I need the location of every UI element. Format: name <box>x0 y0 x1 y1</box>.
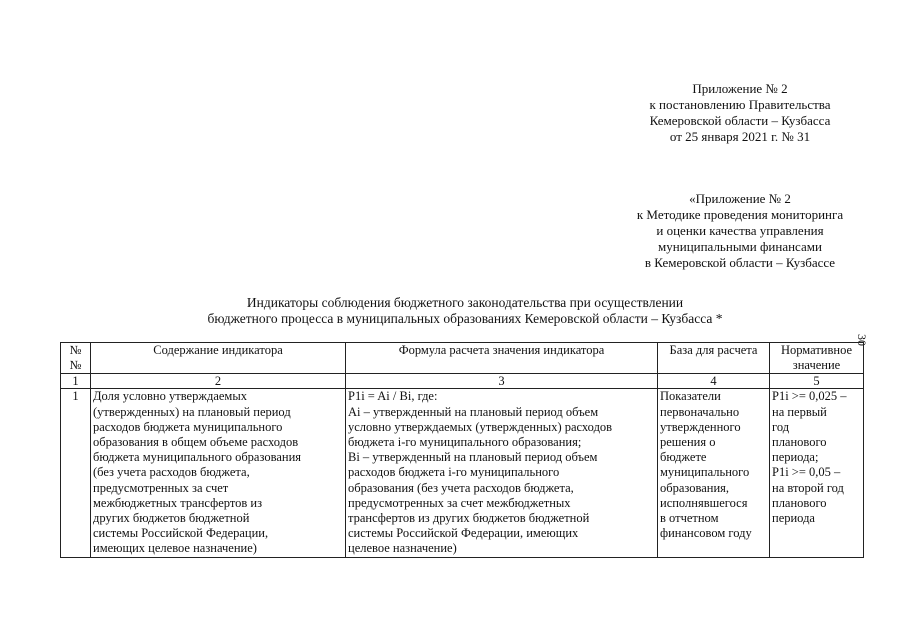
normative-line: на второй год <box>772 480 844 495</box>
header-content <box>91 343 346 374</box>
formula-line: Bi – утвержденный на плановый период объем <box>348 450 598 465</box>
formula-line: предусмотренных за счет межбюджетных <box>348 495 571 510</box>
formula-line: P1i = Ai / Bi, где: <box>348 389 438 404</box>
methodology-header <box>610 191 870 271</box>
calculation-base-cell <box>658 389 770 557</box>
methodology-header-line: и оценки качества управления <box>656 223 824 238</box>
methodology-header-line: муниципальными финансами <box>658 239 822 254</box>
indicator-content-cell <box>91 389 346 557</box>
content-line: имеющих целевое назначение) <box>93 541 257 556</box>
normative-line: планового <box>772 495 827 510</box>
base-line: утвержденного <box>660 419 741 434</box>
header-text: База для расчета <box>669 343 758 357</box>
content-line: бюджета муниципального образования <box>93 450 302 465</box>
header-text: значение <box>792 358 841 373</box>
content-line: образования в общем объеме расходов <box>93 435 299 450</box>
appendix-header-line: Приложение № 2 <box>692 81 788 96</box>
base-line: финансовом году <box>660 526 752 541</box>
normative-value-cell <box>770 389 864 557</box>
content-line: межбюджетных трансфертов из <box>93 495 263 510</box>
appendix-header-line: от 25 января 2021 г. № 31 <box>669 129 811 144</box>
indicator-table <box>60 342 864 558</box>
content-line: системы Российской Федерации, <box>93 526 269 541</box>
header-text: № <box>69 343 82 357</box>
page-number: 30 <box>855 334 869 346</box>
document-title <box>150 295 780 327</box>
column-number: 5 <box>770 374 864 389</box>
formula-line: условно утверждаемых (утвержденных) расходов <box>348 419 613 434</box>
row-number: 1 <box>61 389 91 557</box>
header-text: Нормативное <box>780 343 853 357</box>
header-text: Содержание индикатора <box>153 343 283 357</box>
formula-cell <box>346 389 658 557</box>
normative-line: планового <box>772 435 827 450</box>
methodology-header-line: к Методике проведения мониторинга <box>636 207 844 222</box>
content-line: (утвержденных) на плановый период <box>93 404 291 419</box>
header-normative <box>770 343 864 374</box>
base-line: в отчетном <box>660 511 719 526</box>
methodology-header-line: «Приложение № 2 <box>689 191 791 206</box>
normative-line: периода <box>772 511 815 526</box>
column-number: 2 <box>91 374 346 389</box>
column-number-row <box>61 374 864 389</box>
base-line: Показатели <box>660 389 721 404</box>
base-line: решения о <box>660 435 716 450</box>
methodology-header-line: в Кемеровской области – Кузбассе <box>644 255 836 270</box>
table-row <box>61 389 864 557</box>
base-line: исполнявшегося <box>660 495 748 510</box>
column-number: 1 <box>61 374 91 389</box>
content-line: Доля условно утверждаемых <box>93 389 247 404</box>
content-line: других бюджетов бюджетной <box>93 511 250 526</box>
base-line: муниципального <box>660 465 750 480</box>
normative-line: год <box>772 419 790 434</box>
formula-line: расходов бюджета i-го муниципального <box>348 465 560 480</box>
content-line: предусмотренных за счет <box>93 480 229 495</box>
header-base <box>658 343 770 374</box>
header-formula <box>346 343 658 374</box>
document-title-line: Индикаторы соблюдения бюджетного законодательства при осуществлении <box>246 295 684 310</box>
formula-line: образования (без учета расходов бюджета, <box>348 480 574 495</box>
appendix-header-line: Кемеровской области – Кузбасса <box>649 113 831 128</box>
table-header-row <box>61 343 864 374</box>
normative-line: на первый <box>772 404 827 419</box>
content-line: расходов бюджета муниципального <box>93 419 283 434</box>
base-line: образования, <box>660 480 730 495</box>
column-number: 4 <box>658 374 770 389</box>
column-number: 3 <box>346 374 658 389</box>
normative-line: P1i >= 0,025 – <box>772 389 847 404</box>
header-text: Формула расчета значения индикатора <box>398 343 605 357</box>
document-title-line: бюджетного процесса в муниципальных образованиях Кемеровской области – Кузбасса * <box>207 311 723 326</box>
base-line: бюджете <box>660 450 707 465</box>
formula-line: трансфертов из других бюджетов бюджетной <box>348 511 590 526</box>
normative-line: периода; <box>772 450 819 465</box>
formula-line: бюджета i-го муниципального образования; <box>348 435 582 450</box>
formula-line: целевое назначение) <box>348 541 457 556</box>
normative-line: P1i >= 0,05 – <box>772 465 841 480</box>
header-number <box>61 343 91 374</box>
header-text: № <box>69 358 82 373</box>
appendix-header-line: к постановлению Правительства <box>649 97 831 112</box>
appendix-header <box>610 81 870 145</box>
base-line: первоначально <box>660 404 740 419</box>
content-line: (без учета расходов бюджета, <box>93 465 250 480</box>
formula-line: системы Российской Федерации, имеющих <box>348 526 579 541</box>
formula-line: Ai – утвержденный на плановый период объем <box>348 404 599 419</box>
